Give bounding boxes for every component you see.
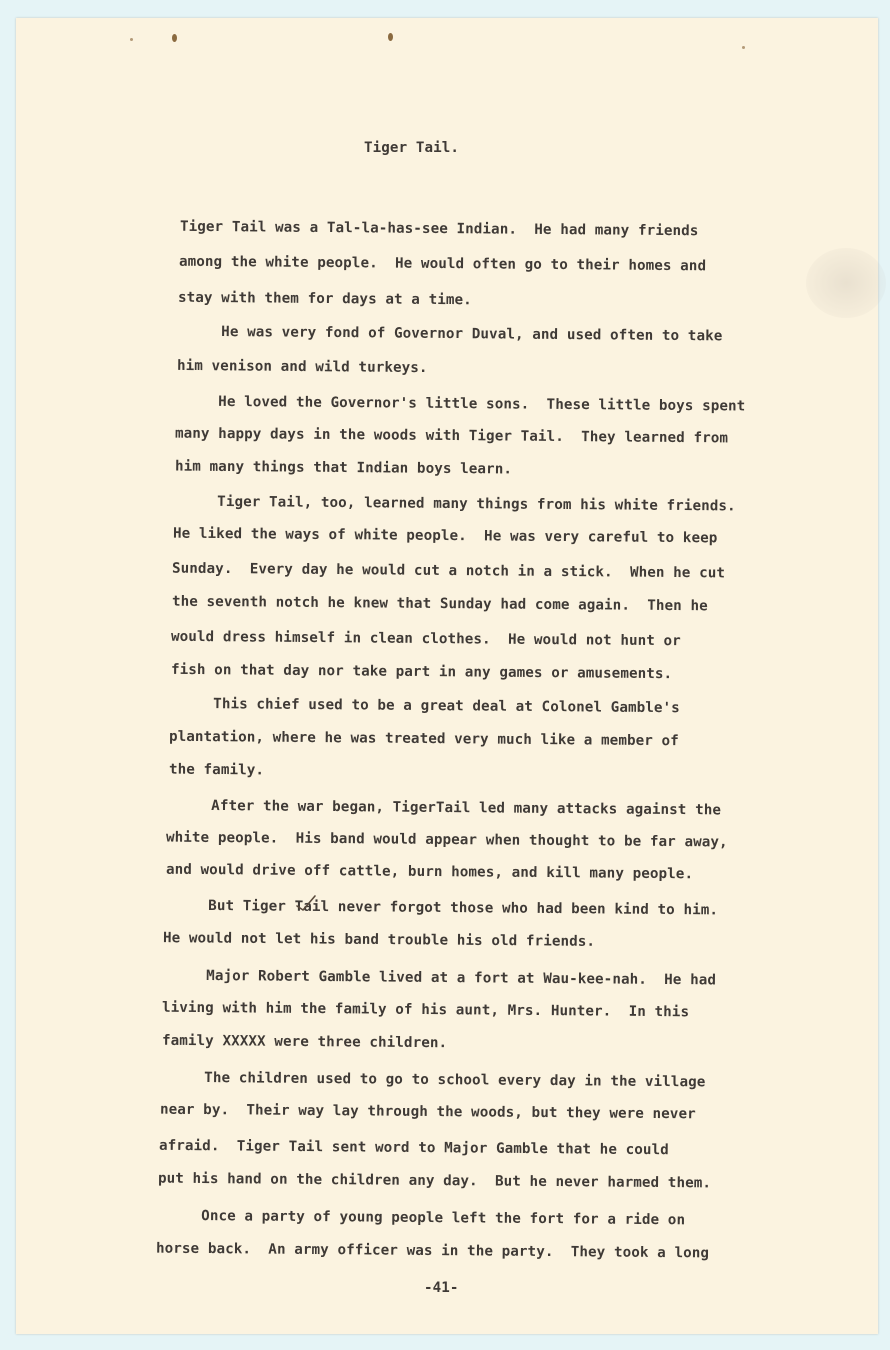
text-line: He was very fond of Governor Duval, and used often to take bbox=[177, 323, 723, 345]
page-title: Tiger Tail. bbox=[364, 140, 460, 156]
text-line: him many things that Indian boys learn. bbox=[174, 458, 513, 478]
text-line: plantation, where he was treated very much like a member of bbox=[168, 728, 679, 750]
text-line: family XXXXX were three children. bbox=[161, 1032, 448, 1052]
text-line: the seventh notch he knew that Sunday had come again. Then he bbox=[171, 593, 708, 615]
text-line: Major Robert Gamble lived at a fort at Wau-kee-nah. He had bbox=[162, 967, 717, 989]
text-line: near by. Their way lay through the woods, but they were never bbox=[159, 1101, 696, 1123]
text-line: stay with them for days at a time. bbox=[177, 289, 472, 309]
paper-stain bbox=[806, 248, 886, 318]
text-line: After the war began, TigerTail led many attacks against the bbox=[167, 797, 722, 819]
paper-speck bbox=[130, 38, 133, 41]
text-line: He would not let his band trouble his old friends. bbox=[162, 930, 596, 950]
punch-hole-left bbox=[172, 34, 177, 42]
text-line: fish on that day nor take part in any games or amusements. bbox=[170, 661, 673, 683]
text-line: would dress himself in clean clothes. He would not hunt or bbox=[170, 628, 681, 650]
text-line: He loved the Governor's little sons. These little boys spent bbox=[174, 393, 746, 415]
text-line: The children used to go to school every day in the village bbox=[160, 1069, 706, 1091]
text-line: afraid. Tiger Tail sent word to Major Gamble that he could bbox=[158, 1137, 669, 1159]
text-line: many happy days in the woods with Tiger Tail. They learned from bbox=[174, 425, 729, 447]
text-line: put his hand on the children any day. But he never harmed them. bbox=[157, 1170, 712, 1192]
text-line: him venison and wild turkeys. bbox=[176, 357, 428, 377]
text-line: and would drive off cattle, burn homes, and kill many people. bbox=[165, 861, 694, 883]
pencil-checkmark-icon bbox=[295, 894, 317, 912]
text-line: living with him the family of his aunt, Mrs. Hunter. In this bbox=[161, 999, 690, 1021]
text-line: This chief used to be a great deal at Colonel Gamble's bbox=[169, 695, 680, 717]
paper-speck bbox=[742, 46, 745, 49]
text-line: He liked the ways of white people. He was very careful to keep bbox=[172, 525, 718, 547]
text-line: white people. His band would appear when thought to be far away, bbox=[165, 829, 728, 851]
text-line: horse back. An army officer was in the party. They took a long bbox=[155, 1240, 710, 1262]
text-line: Tiger Tail, too, learned many things from his white friends. bbox=[173, 493, 736, 515]
text-line: Tiger Tail was a Tal-la-has-see Indian. He had many friends bbox=[179, 218, 699, 240]
text-line: Sunday. Every day he would cut a notch in a stick. When he cut bbox=[171, 560, 726, 582]
text-line: the family. bbox=[168, 761, 265, 779]
text-line: among the white people. He would often go to their homes and bbox=[178, 253, 707, 275]
text-line: Once a party of young people left the fort for a ride on bbox=[157, 1207, 686, 1229]
text-line: But Tiger Tail never forgot those who had been kind to him. bbox=[164, 897, 719, 919]
punch-hole-right bbox=[388, 33, 393, 41]
page-number: -41- bbox=[424, 1280, 459, 1296]
